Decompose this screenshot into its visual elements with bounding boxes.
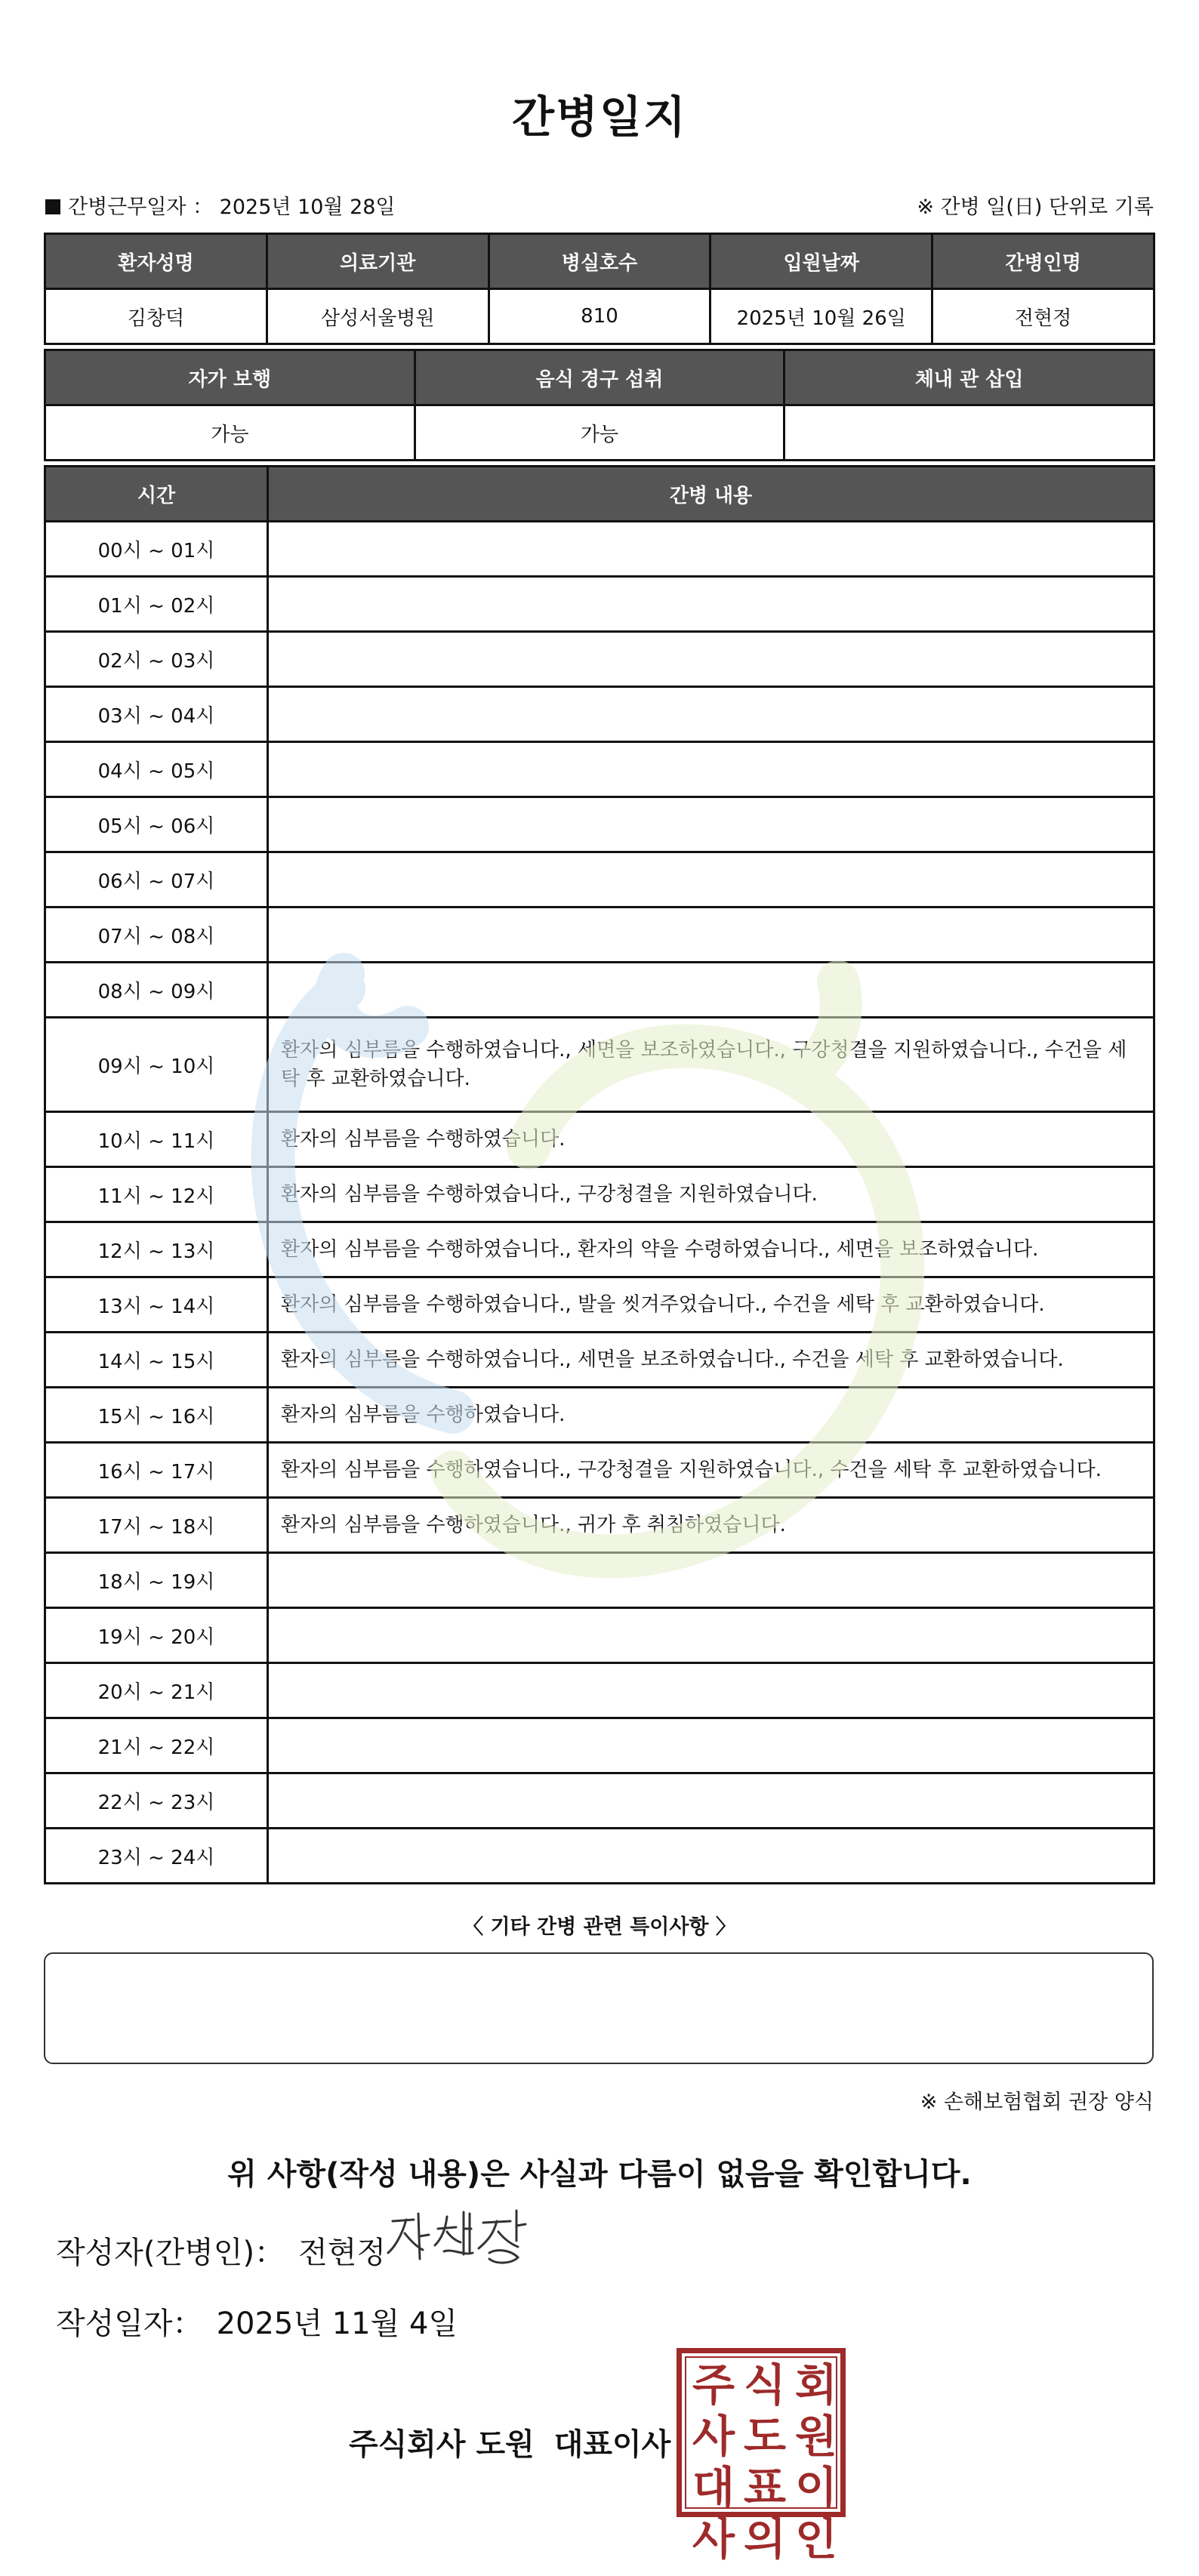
time-slot: 12시 ~ 13시 <box>45 1222 268 1277</box>
care-content: 환자의 심부름을 수행하였습니다. <box>268 1112 1154 1167</box>
written-date-value: 2025년 11월 4일 <box>216 2306 458 2341</box>
header-tube-insertion: 체내 관 삽입 <box>784 350 1154 405</box>
work-date-value: 2025년 10월 28일 <box>219 196 396 219</box>
written-date-line <box>56 2300 458 2343</box>
table-row <box>45 632 1154 687</box>
time-slot: 18시 ~ 19시 <box>45 1553 268 1608</box>
oral-intake-value: 가능 <box>415 405 784 461</box>
header-time: 시간 <box>45 467 268 522</box>
care-content: 환자의 심부름을 수행하였습니다., 귀가 후 취침하였습니다. <box>268 1498 1154 1553</box>
company-rep: 대표이사 <box>553 2427 671 2462</box>
care-content <box>268 1663 1154 1718</box>
document-title: 간병일지 <box>511 91 688 143</box>
care-content <box>268 687 1154 742</box>
care-content <box>268 852 1154 907</box>
tube-insertion-value <box>784 405 1154 461</box>
time-slot: 09시 ~ 10시 <box>45 1018 268 1112</box>
confirmation-statement: 위 사항(작성 내용)은 사실과 다름이 없음을 확인합니다. <box>227 2157 972 2192</box>
form-source-note: ※ 손해보험협회 권장 양식 <box>920 2091 1154 2114</box>
table-row <box>45 1443 1154 1498</box>
seal-character: 표 <box>743 2462 787 2513</box>
header-oral-intake: 음식 경구 섭취 <box>415 350 784 405</box>
admission-date: 2025년 10월 26일 <box>710 289 932 344</box>
time-slot: 21시 ~ 22시 <box>45 1718 268 1773</box>
table-row <box>45 1277 1154 1333</box>
care-content: 환자의 심부름을 수행하였습니다., 세면을 보조하였습니다., 수건을 세탁 후 교환하였습니다. <box>268 1333 1154 1388</box>
table-row <box>45 1718 1154 1773</box>
header-patient-name: 환자성명 <box>45 234 267 289</box>
care-content <box>268 1773 1154 1829</box>
seal-character: 주 <box>692 2359 735 2411</box>
time-slot: 10시 ~ 11시 <box>45 1112 268 1167</box>
time-slot: 01시 ~ 02시 <box>45 577 268 632</box>
table-row <box>45 1829 1154 1884</box>
special-notes-box <box>44 1952 1154 2064</box>
work-date-label: 간병근무일자 ： <box>68 196 214 219</box>
care-content: 환자의 심부름을 수행하였습니다., 환자의 약을 수령하였습니다., 세면을 보조하였습니다. <box>268 1222 1154 1277</box>
special-notes-title: 〈 기타 간병 관련 특이사항 〉 <box>463 1915 736 1939</box>
time-slot: 05시 ~ 06시 <box>45 797 268 852</box>
care-content <box>268 1608 1154 1663</box>
table-row <box>45 797 1154 852</box>
seal-character: 이 <box>794 2462 838 2513</box>
patient-status-table <box>44 349 1155 461</box>
company-seal-stamp <box>677 2348 846 2565</box>
table-row <box>45 1333 1154 1388</box>
written-date-label: 작성일자： <box>56 2306 203 2341</box>
seal-character: 사 <box>692 2411 735 2462</box>
table-row <box>45 907 1154 963</box>
header-caregiver: 간병인명 <box>932 234 1154 289</box>
time-slot: 02시 ~ 03시 <box>45 632 268 687</box>
time-slot: 08시 ~ 09시 <box>45 963 268 1018</box>
patient-name: 김창덕 <box>45 289 267 344</box>
table-row <box>45 1388 1154 1443</box>
care-content: 환자의 심부름을 수행하였습니다., 발을 씻겨주었습니다., 수건을 세탁 후 교환하였습니다. <box>268 1277 1154 1333</box>
patient-info-table <box>44 233 1155 345</box>
table-row <box>45 1222 1154 1277</box>
time-slot: 06시 ~ 07시 <box>45 852 268 907</box>
writer-name: 전현정 <box>298 2236 386 2270</box>
care-content: 환자의 심부름을 수행하였습니다., 세면을 보조하였습니다., 구강청결을 지원하였습니다., 수건을 세탁 후 교환하였습니다. <box>268 1018 1154 1112</box>
header-room: 병실호수 <box>489 234 710 289</box>
self-walking-value: 가능 <box>45 405 415 461</box>
seal-character: 사 <box>692 2513 735 2565</box>
handwritten-signature <box>384 2206 535 2266</box>
care-content <box>268 797 1154 852</box>
time-slot: 17시 ~ 18시 <box>45 1498 268 1553</box>
time-slot: 23시 ~ 24시 <box>45 1829 268 1884</box>
table-row <box>45 1773 1154 1829</box>
hospital-name: 삼성서울병원 <box>267 289 489 344</box>
care-content <box>268 907 1154 963</box>
caregiver-name: 전현정 <box>932 289 1154 344</box>
table-row <box>45 1498 1154 1553</box>
seal-character: 회 <box>794 2359 838 2411</box>
seal-character: 의 <box>743 2513 787 2565</box>
record-note: ※ 간병 일(日) 단위로 기록 <box>917 196 1154 219</box>
seal-character: 식 <box>743 2359 787 2411</box>
table-row <box>45 577 1154 632</box>
care-content <box>268 1553 1154 1608</box>
time-slot: 14시 ~ 15시 <box>45 1333 268 1388</box>
care-content: 환자의 심부름을 수행하였습니다., 구강청결을 지원하였습니다., 수건을 세탁 후 교환하였습니다. <box>268 1443 1154 1498</box>
care-content <box>268 632 1154 687</box>
care-content <box>268 963 1154 1018</box>
header-hospital: 의료기관 <box>267 234 489 289</box>
table-row <box>45 963 1154 1018</box>
company-name: 주식회사 도원 <box>349 2427 535 2462</box>
header-care-content: 간병 내용 <box>268 467 1154 522</box>
care-content <box>268 522 1154 577</box>
square-bullet-icon <box>45 199 60 214</box>
seal-character: 도 <box>743 2411 787 2462</box>
time-slot: 16시 ~ 17시 <box>45 1443 268 1498</box>
time-slot: 15시 ~ 16시 <box>45 1388 268 1443</box>
table-row <box>45 1608 1154 1663</box>
header-admission-date: 입원날짜 <box>710 234 932 289</box>
table-row <box>45 522 1154 577</box>
table-row <box>45 1553 1154 1608</box>
special-notes-content <box>45 1954 1152 1978</box>
care-content: 환자의 심부름을 수행하였습니다. <box>268 1388 1154 1443</box>
care-content: 환자의 심부름을 수행하였습니다., 구강청결을 지원하였습니다. <box>268 1167 1154 1222</box>
seal-character: 인 <box>794 2513 838 2565</box>
time-slot: 19시 ~ 20시 <box>45 1608 268 1663</box>
table-row <box>45 1663 1154 1718</box>
time-slot: 04시 ~ 05시 <box>45 742 268 797</box>
company-line <box>349 2420 670 2464</box>
time-slot: 07시 ~ 08시 <box>45 907 268 963</box>
seal-character: 원 <box>794 2411 838 2462</box>
header-self-walking: 자가 보행 <box>45 350 415 405</box>
table-row <box>45 1167 1154 1222</box>
care-content <box>268 1829 1154 1884</box>
time-slot: 00시 ~ 01시 <box>45 522 268 577</box>
time-slot: 13시 ~ 14시 <box>45 1277 268 1333</box>
care-content <box>268 577 1154 632</box>
time-slot: 22시 ~ 23시 <box>45 1773 268 1829</box>
room-number: 810 <box>489 289 710 344</box>
time-slot: 11시 ~ 12시 <box>45 1167 268 1222</box>
table-row <box>45 687 1154 742</box>
time-slot: 20시 ~ 21시 <box>45 1663 268 1718</box>
table-row <box>45 852 1154 907</box>
seal-character: 대 <box>692 2462 735 2513</box>
care-content <box>268 1718 1154 1773</box>
time-slot: 03시 ~ 04시 <box>45 687 268 742</box>
care-log-table <box>44 465 1155 1884</box>
work-date-line <box>45 190 396 220</box>
table-row <box>45 1018 1154 1112</box>
writer-label: 작성자(간병인)： <box>56 2236 285 2270</box>
care-content <box>268 742 1154 797</box>
table-row <box>45 742 1154 797</box>
writer-line <box>56 2229 386 2272</box>
table-row <box>45 1112 1154 1167</box>
